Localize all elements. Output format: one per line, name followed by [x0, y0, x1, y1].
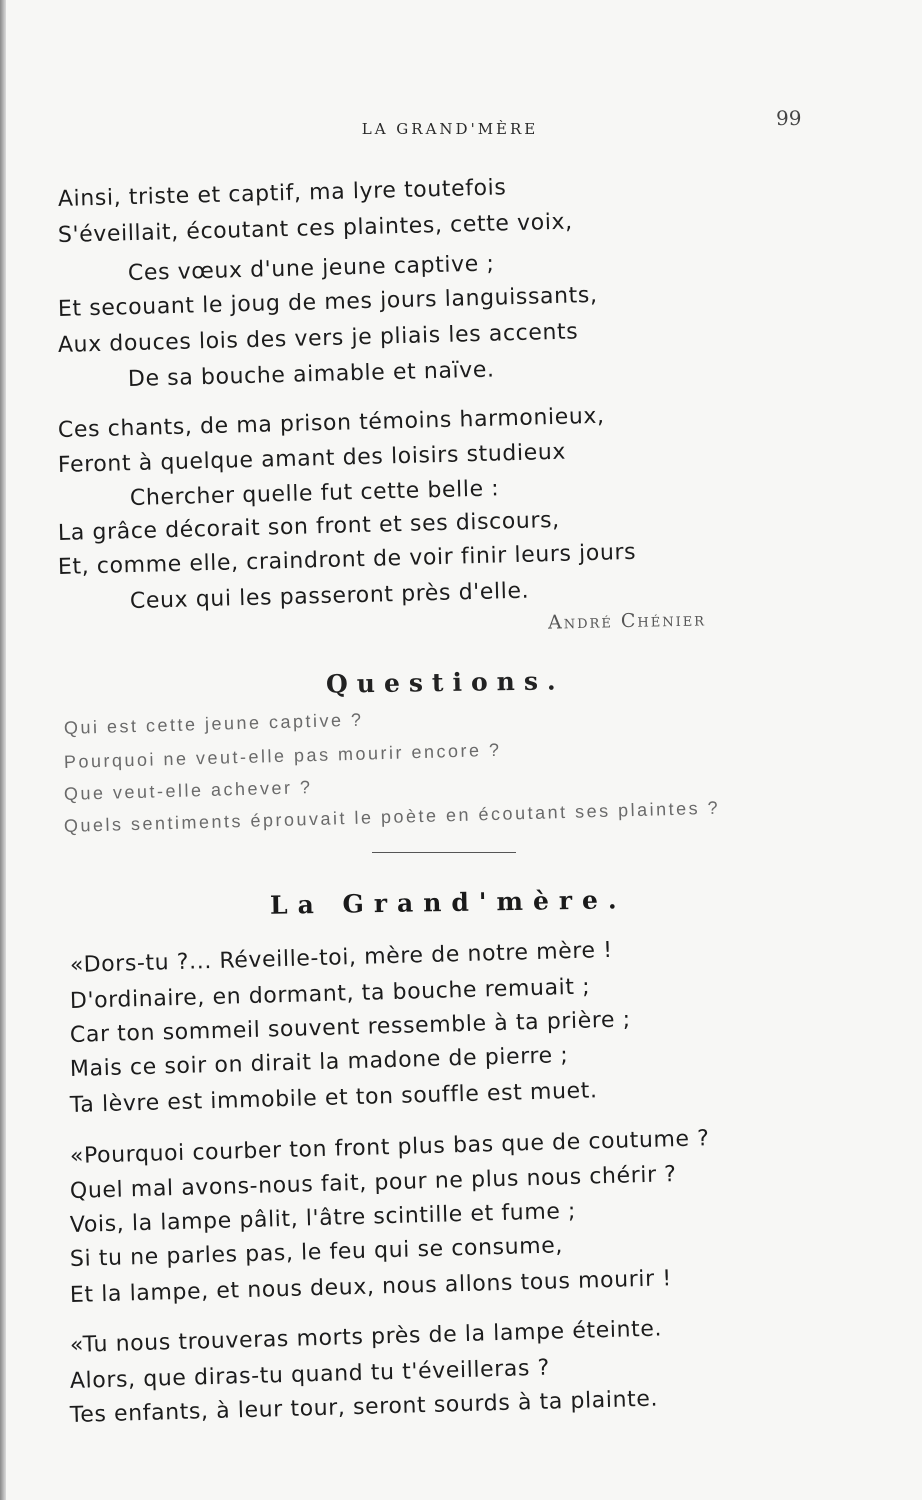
- poem-line: «Tu nous trouveras morts près de la lampe éteinte.: [69, 1316, 663, 1358]
- poem-line: Ces chants, de ma prison témoins harmonieux,: [57, 403, 605, 443]
- poem-line: S'éveillait, écoutant ces plaintes, cette voix,: [57, 209, 574, 248]
- poem-line: Feront à quelque amant des loisirs studieux: [57, 439, 567, 478]
- poem-line: Mais ce soir on dirait la madone de pierre ;: [69, 1043, 569, 1082]
- poem-line: Alors, que diras-tu quand tu t'éveilleras ?: [69, 1355, 551, 1394]
- poem-line: Vois, la lampe pâlit, l'âtre scintille et fume ;: [69, 1198, 577, 1238]
- poem-line: La grâce décorait son front et ses discours,: [57, 507, 561, 546]
- question-item: Pourquoi ne veut-elle pas mourir encore ?: [63, 739, 502, 772]
- questions-heading: Questions.: [325, 666, 565, 699]
- page-number: 99: [776, 106, 802, 130]
- poem-line: Et la lampe, et nous deux, nous allons tous mourir !: [69, 1266, 673, 1308]
- poem-author: André Chénier: [547, 608, 707, 634]
- section-divider: [372, 852, 516, 853]
- poem-line: Et, comme elle, craindront de voir finir leurs jours: [57, 539, 637, 580]
- poem-line: Chercher quelle fut cette belle :: [129, 476, 500, 511]
- poem-line: D'ordinaire, en dormant, ta bouche remuait ;: [69, 974, 591, 1014]
- poem-title-grandmere: La Grand'mère.: [269, 885, 627, 920]
- poem-line: Si tu ne parles pas, le feu qui se consume,: [69, 1233, 564, 1272]
- poem-line: Tes enfants, à leur tour, seront sourds à ta plainte.: [69, 1386, 659, 1428]
- poem-line: Ces vœux d'une jeune captive ;: [127, 251, 495, 286]
- page-binding-edge: [0, 0, 6, 1500]
- poem-line: Et secouant le joug de mes jours languissants,: [57, 282, 598, 322]
- poem-line: Car ton sommeil souvent ressemble à ta prière ;: [69, 1007, 632, 1048]
- question-item: Qui est cette jeune captive ?: [63, 709, 364, 738]
- poem-line: Ta lèvre est immobile et ton souffle est muet.: [69, 1078, 598, 1118]
- poem-line: Aux douces lois des vers je pliais les accents: [57, 319, 579, 358]
- running-head: LA GRAND'MÈRE: [361, 120, 539, 138]
- poem-line: Quel mal avons-nous fait, pour ne plus nous chérir ?: [69, 1162, 677, 1204]
- poem-line: De sa bouche aimable et naïve.: [127, 357, 495, 392]
- poem-line: «Pourquoi courber ton front plus bas que de coutume ?: [69, 1126, 710, 1169]
- poem-line: Ainsi, triste et captif, ma lyre toutefois: [57, 175, 507, 212]
- question-item: Que veut-elle achever ?: [63, 777, 313, 804]
- poem-line: Ceux qui les passeront près d'elle.: [129, 578, 530, 614]
- poem-line: «Dors-tu ?... Réveille-toi, mère de notre mère !: [69, 937, 613, 978]
- question-item: Quels sentiments éprouvait le poète en écoutant ses plaintes ?: [63, 797, 721, 836]
